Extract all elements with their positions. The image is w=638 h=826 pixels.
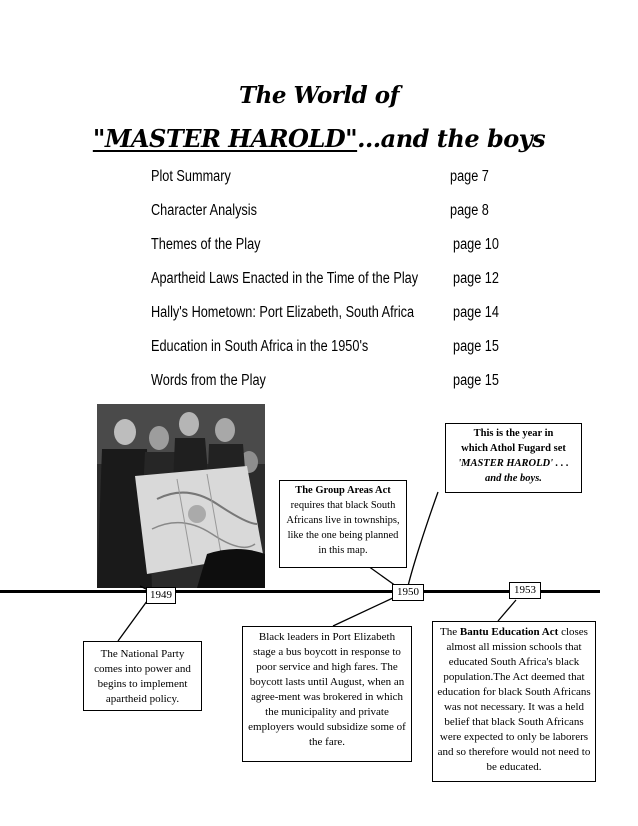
fugard-line-3: 'MASTER HAROLD' . . .	[458, 458, 569, 469]
group-areas-act-text: requires that black South Africans live in townships, like the one being planned in this map.	[286, 500, 400, 556]
bantu-title: Bantu Education Act	[459, 626, 559, 638]
toc-label: Words from the Play	[151, 372, 266, 389]
toc-label: Themes of the Play	[151, 236, 261, 253]
year-1950: 1950	[392, 584, 424, 601]
toc-page: page 10	[453, 236, 499, 253]
bantu-text: closes almost all mission schools that educated South Africa's black population.The Act deemed that education for black South Africans was not necessary. It was a held belief that black South Africans were expected to only be laborers and so therefore would not need to be educated.	[437, 626, 591, 773]
title-line-1: The World of	[239, 82, 399, 109]
bantu-pre: The	[440, 626, 460, 638]
toc-page: page 8	[450, 202, 489, 219]
toc-page: page 7	[450, 168, 489, 185]
fugard-line-1: This is the year in	[473, 428, 554, 439]
toc-label: Hally's Hometown: Port Elizabeth, South Africa	[151, 304, 415, 321]
toc-page: page 14	[453, 304, 499, 321]
toc-label: Plot Summary	[151, 168, 231, 185]
group-areas-act-title: The Group Areas Act	[295, 485, 391, 496]
fugard-setting-note	[445, 423, 582, 493]
toc-label: Apartheid Laws Enacted in the Time of the Play	[151, 270, 419, 287]
fugard-line-2: which Athol Fugard set	[461, 443, 566, 454]
title-and-the-boys: …and the boys	[357, 124, 546, 153]
bus-boycott-note	[242, 626, 412, 762]
bus-boycott-text: Black leaders in Port Elizabeth stage a bus boycott in response to poor service and high fares. The boycott lasts until August, when an agree-ment was brokered in which the municipality and private employers would subsidize some of the fare.	[248, 631, 406, 748]
national-party-text: The National Party comes into power and begins to implement apartheid policy.	[94, 648, 191, 705]
year-1949: 1949	[146, 587, 176, 604]
national-party-note	[83, 641, 202, 711]
group-areas-act-note	[279, 480, 407, 568]
toc-label: Education in South Africa in the 1950's	[151, 338, 369, 355]
toc-page: page 12	[453, 270, 499, 287]
toc-label: Character Analysis	[151, 202, 257, 219]
toc-page: page 15	[453, 372, 499, 389]
bantu-education-act-note	[432, 621, 596, 782]
toc-page: page 15	[453, 338, 499, 355]
fugard-line-4: and the boys.	[485, 473, 542, 484]
year-1953: 1953	[509, 582, 541, 599]
title-master-harold: "MASTER HAROLD"	[92, 124, 358, 153]
